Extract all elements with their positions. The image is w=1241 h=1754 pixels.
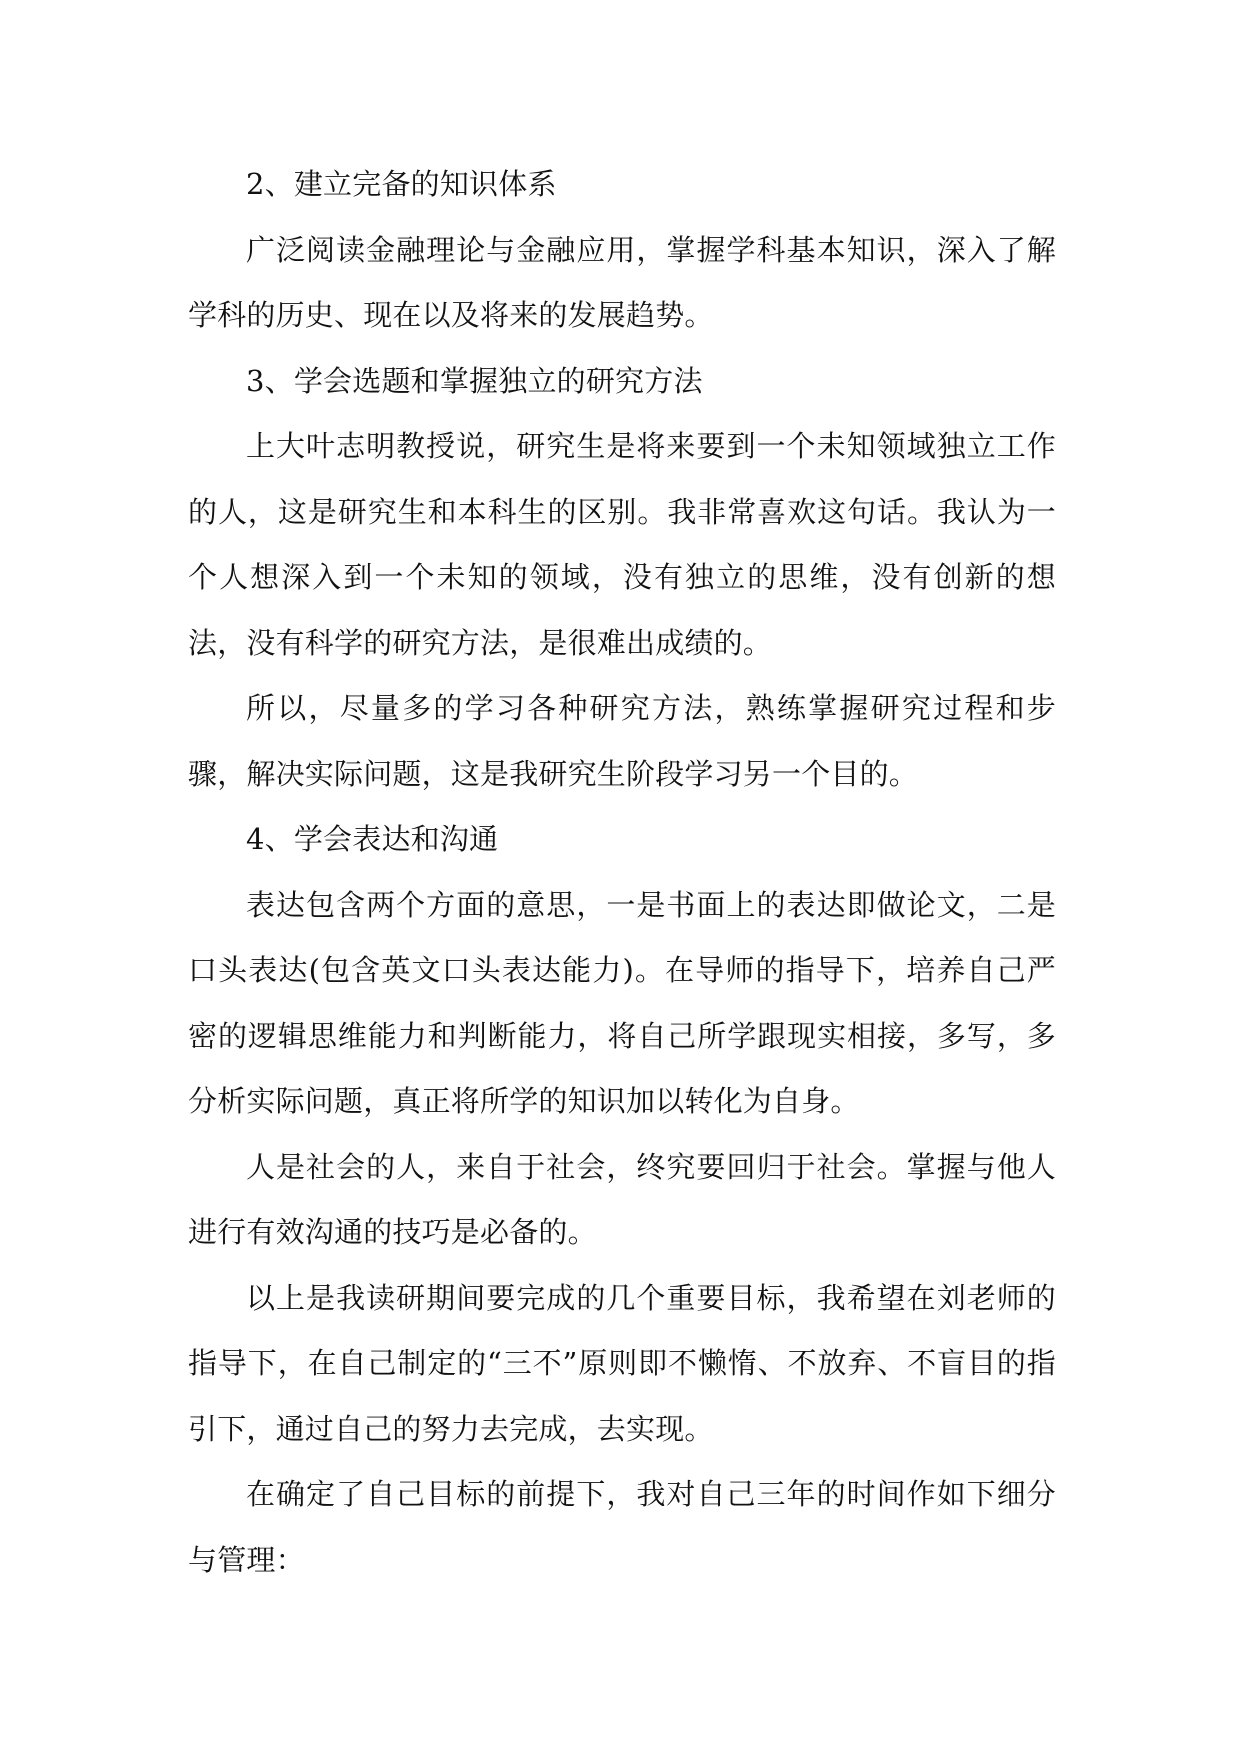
paragraph-summary: 以上是我读研期间要完成的几个重要目标，我希望在刘老师的指导下，在自己制定的“三不”原则即不懒惰、不放弃、不盲目的指引下，通过自己的努力去完成，去实现。 [188,1280,1056,1446]
paragraph-expression: 表达包含两个方面的意思，一是书面上的表达即做论文，二是口头表达(包含英文口头表达能力)。在导师的指导下，培养自己严密的逻辑思维能力和判断能力，将自己所学跟现实相接，多写，多分析实际问题，真正将所学的知识加以转化为自身。 [188,887,1056,1118]
paragraph-reading: 广泛阅读金融理论与金融应用，掌握学科基本知识，深入了解学科的历史、现在以及将来的发展趋势。 [188,232,1056,332]
paragraph-research-goal: 所以，尽量多的学习各种研究方法，熟练掌握研究过程和步骤，解决实际问题，这是我研究生阶段学习另一个目的。 [188,691,1056,791]
section-heading-knowledge-system: 2、建立完备的知识体系 [246,167,557,201]
paragraph-social: 人是社会的人，来自于社会，终究要回归于社会。掌握与他人进行有效沟通的技巧是必备的。 [188,1149,1056,1249]
paragraph-professor-quote: 上大叶志明教授说，研究生是将来要到一个未知领域独立工作的人，这是研究生和本科生的区别。我非常喜欢这句话。我认为一个人想深入到一个未知的领域，没有独立的思维，没有创新的想法，没有科学的研究方法，是很难出成绩的。 [188,429,1056,660]
document-body [188,152,1056,1593]
paragraph-time-management: 在确定了自己目标的前提下，我对自己三年的时间作如下细分与管理： [188,1477,1056,1577]
section-heading-research-method: 3、学会选题和掌握独立的研究方法 [246,363,703,398]
section-heading-communication: 4、学会表达和沟通 [246,822,499,856]
